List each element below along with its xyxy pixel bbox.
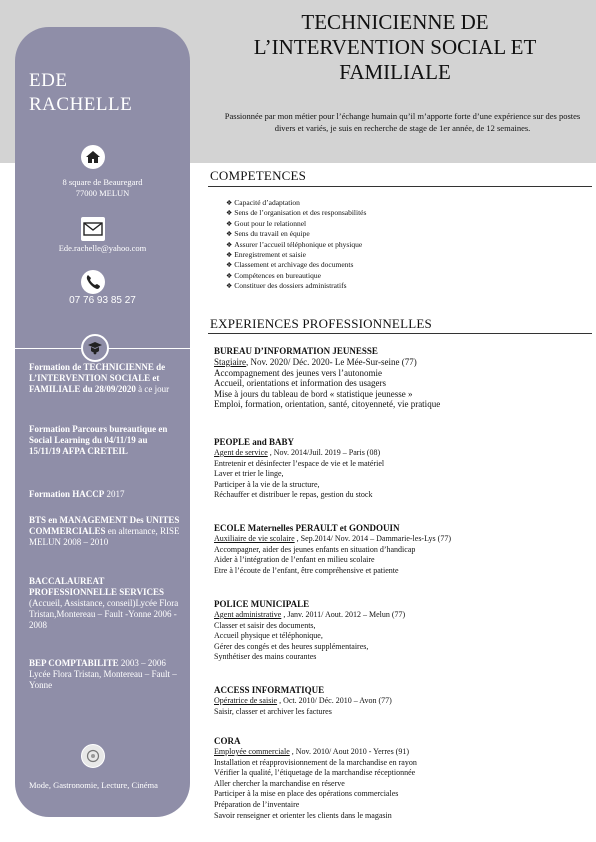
job-entry — [214, 735, 589, 821]
job-role-line: Agent administrative , Janv. 2011/ Aout. 2012 – Melun (77) — [214, 610, 406, 619]
address-line1: 8 square de Beauregard — [62, 177, 143, 187]
education-item: Formation de TECHNICIENNE de L’INTERVENTION SOCIALE et FAMILIALE du 28/09/2020 à ce jour — [29, 362, 170, 394]
section-rule — [208, 186, 592, 187]
job-task: Accueil, orientations et information des usagers — [214, 378, 386, 389]
last-name: RACHELLE — [29, 94, 133, 115]
job-task: Vérifier la qualité, l’étiquetage de la marchandise réceptionnée — [214, 768, 416, 778]
job-task: Savoir renseigner et orienter les clients dans le magasin — [214, 810, 392, 820]
job-role-line: Employée commerciale , Nov. 2010/ Aout 2010 - Yerres (91) — [214, 747, 410, 756]
job-task: Participer à la mise en place des opérations commerciales — [214, 789, 399, 799]
job-task: Accueil physique et téléphonique, — [214, 631, 323, 641]
list-item: ❖ Sens du travail en équipe — [226, 229, 366, 239]
address-line2: 77000 MELUN — [75, 188, 130, 198]
competences-heading: COMPETENCES — [210, 168, 307, 183]
job-task: Classer et saisir des documents, — [214, 620, 316, 630]
intro-text: Passionnée par mon métier pour l’échange humain qu’il m’apporte forte d’une expérience sur des postes divers et variés, je suis en recherche de stage de 1er année, de 12 semaines. — [224, 111, 581, 133]
job-task: Préparation de l’inventaire — [214, 799, 300, 809]
job-task: Réchauffer et distribuer le repas, gestion du stock — [214, 490, 373, 500]
job-entry — [214, 345, 589, 410]
list-item: ❖ Sens de l’organisation et des responsabilités — [226, 208, 366, 218]
job-company: PEOPLE and BABY — [214, 437, 295, 447]
job-role-line: Auxiliaire de vie scolaire , Sep.2014/ Nov. 2014 – Dammarie-les-Lys (77) — [214, 534, 451, 543]
job-task: Installation et réapprovisionnement de la marchandise en rayon — [214, 757, 417, 767]
list-item: ❖ Assurer l’accueil téléphonique et physique — [226, 240, 366, 250]
education-item: BACCALAUREAT PROFESSIONNELLE SERVICES (Accueil, Assistance, conseil)Lycée Flora Tristan,Montereau – Fault -Yonne 2006 - 2008 — [29, 576, 179, 630]
job-task: Gérer des congés et des heures supplémentaires, — [214, 641, 369, 651]
job-task: Aller chercher la marchandise en réserve — [214, 778, 345, 788]
job-company: CORA — [214, 736, 241, 746]
section-rule — [208, 333, 592, 334]
job-entry — [214, 436, 589, 501]
job-task: Laver et trier le linge, — [214, 469, 284, 479]
job-task: Aider à l’intégration de l’enfant en milieu scolaire — [214, 555, 375, 565]
phone-number[interactable]: 07 76 93 85 27 — [69, 295, 136, 306]
list-item: ❖ Gout pour le relationnel — [226, 219, 366, 229]
job-task: Accompagnement des jeunes vers l’autonomie — [214, 367, 382, 378]
job-task: Participer à la vie de la structure, — [214, 479, 320, 489]
list-item: ❖ Capacité d’adaptation — [226, 198, 366, 208]
education-item: Formation HACCP 2017 — [29, 489, 125, 499]
graduation-icon — [81, 334, 109, 362]
job-company: BUREAU D’INFORMATION JEUNESSE — [214, 346, 378, 356]
job-role-line: Agent de service , Nov. 2014/Juil. 2019 – Paris (08) — [214, 448, 381, 457]
job-task: Saisir, classer et archiver les factures — [214, 706, 332, 716]
address — [15, 177, 190, 199]
candidate-name — [29, 69, 132, 117]
experiences-heading: EXPERIENCES PROFESSIONNELLES — [210, 316, 432, 331]
job-company: ECOLE Maternelles PERAULT et GONDOUIN — [214, 523, 400, 533]
job-company: ACCESS INFORMATIQUE — [214, 685, 325, 695]
job-task: Etre à l’écoute de l’enfant, être compréhensive et patiente — [214, 565, 399, 575]
job-role-line: Opératrice de saisie , Oct. 2010/ Déc. 2010 – Avon (77) — [214, 696, 392, 705]
job-task: Emploi, formation, orientation, santé, citoyenneté, vie pratique — [214, 399, 441, 410]
education-item: Formation Parcours bureautique en Social Learning du 04/11/19 au 15/11/19 AFPA CRETEIL — [29, 424, 168, 456]
job-role-line: Stagiaire, Nov. 2020/ Déc. 2020- Le Mée-Sur-seine (77) — [214, 357, 417, 367]
hobbies: Mode, Gastronomie, Lecture, Cinéma — [29, 780, 158, 790]
job-task: Synthétiser des mains courantes — [214, 652, 317, 662]
job-task: Entretenir et désinfecter l’espace de vie et le matériel — [214, 458, 385, 468]
competences-list — [226, 198, 366, 292]
job-company: POLICE MUNICIPALE — [214, 599, 310, 609]
home-icon — [81, 145, 105, 169]
job-task: Mise à jours du tableau de bord « statistique jeunesse » — [214, 388, 413, 399]
job-entry — [214, 684, 589, 717]
list-item: ❖ Enregistrement et saisie — [226, 250, 366, 260]
job-entry — [214, 522, 589, 576]
education-item: BEP COMPTABILITE 2003 – 2006 Lycée Flora Tristan, Montereau – Fault – Yonne — [29, 658, 177, 690]
mail-icon — [81, 217, 105, 241]
job-title: TECHNICIENNE DE L’INTERVENTION SOCIAL ET FAMILIALE — [253, 10, 537, 84]
email[interactable]: Ede.rachelle@yahoo.com — [58, 243, 147, 253]
list-item: ❖ Classement et archivage des documents — [226, 260, 366, 270]
phone-icon — [81, 270, 105, 294]
first-name: EDE — [29, 70, 68, 91]
hobby-icon — [81, 744, 105, 768]
job-task: Accompagner, aider des jeunes enfants en situation d’handicap — [214, 544, 416, 554]
education-item: BTS en MANAGEMENT Des UNITES COMMERCIALES en alternance, RISE MELUN 2008 – 2010 — [29, 515, 180, 547]
job-entry — [214, 598, 589, 663]
list-item: ❖ Constituer des dossiers administratifs — [226, 281, 366, 291]
list-item: ❖ Compétences en bureautique — [226, 271, 366, 281]
sidebar — [15, 27, 190, 817]
